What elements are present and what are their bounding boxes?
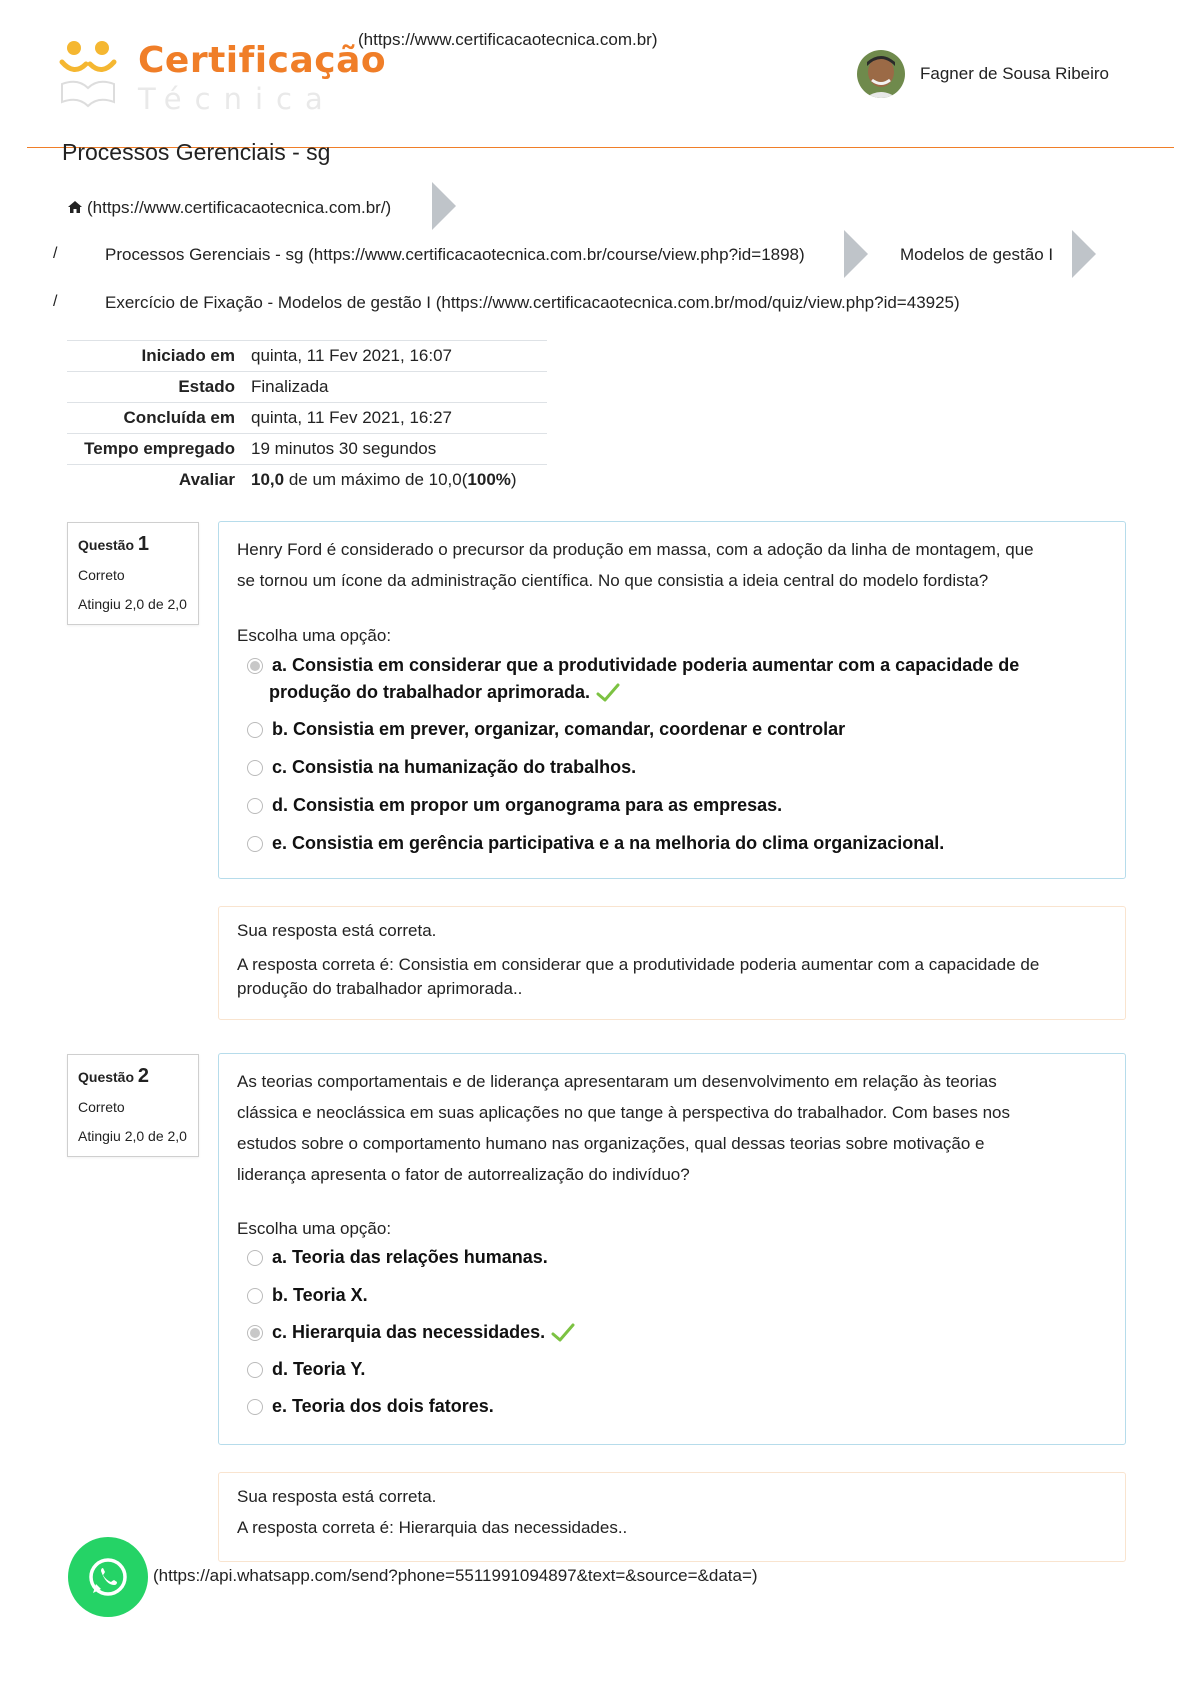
summary-label: Concluída em: [67, 403, 243, 434]
summary-label: Estado: [67, 372, 243, 403]
radio-button[interactable]: [247, 658, 263, 674]
question-number: [78, 533, 198, 556]
site-url-link[interactable]: (https://www.certificacaotecnica.com.br): [358, 30, 658, 49]
summary-value: quinta, 11 Fev 2021, 16:27: [243, 403, 547, 434]
breadcrumb-separator: /: [53, 293, 58, 310]
attempt-summary-table: [67, 340, 547, 495]
grade-text: de um máximo de 10,0(: [284, 470, 468, 489]
question-text-line: se tornou um ícone da administração científica. No que consistia a ideia central do modelo fordista?: [237, 571, 989, 590]
summary-row: [67, 465, 547, 496]
option-label: a. Teoria das relações humanas.: [272, 1247, 548, 1267]
logo-graphic: [58, 38, 136, 110]
option-label: b. Consistia em prever, organizar, comandar, coordenar e controlar: [272, 719, 846, 739]
choose-prompt: Escolha uma opção:: [237, 1219, 392, 1238]
radio-button[interactable]: [247, 1288, 263, 1304]
question-text-line: clássica e neoclássica em suas aplicações no que tange à perspectiva do trabalhador. Com bases nos: [237, 1103, 1011, 1122]
summary-row: [67, 372, 547, 403]
question-grade: Atingiu 2,0 de 2,0: [78, 596, 187, 612]
option-text-line: produção do trabalhador aprimorada.: [269, 682, 591, 702]
summary-label: Avaliar: [67, 465, 243, 496]
option-text-line: a. Consistia em considerar que a produtividade poderia aumentar com a capacidade de: [272, 655, 1020, 675]
breadcrumb-separator: /: [53, 245, 58, 262]
feedback-box-2: [218, 1472, 1126, 1562]
feedback-answer: [237, 953, 1039, 1001]
question-info-1: [67, 522, 199, 625]
home-url: (https://www.certificacaotecnica.com.br/): [87, 198, 392, 217]
radio-button[interactable]: [247, 836, 263, 852]
feedback-line: A resposta correta é: Hierarquia das necessidades..: [237, 1518, 628, 1537]
grade-score: 10,0: [251, 470, 285, 489]
breadcrumb-arrow: [844, 230, 868, 278]
whatsapp-icon: [68, 1537, 148, 1617]
summary-value: quinta, 11 Fev 2021, 16:07: [243, 341, 547, 372]
question-state: Correto: [78, 1099, 125, 1115]
logo-wordmark: Certificação: [138, 40, 387, 81]
option-label: e. Consistia em gerência participativa e a na melhoria do clima organizacional.: [272, 833, 945, 853]
grade-percent: 100%: [467, 470, 511, 489]
feedback-line: produção do trabalhador aprimorada..: [237, 979, 523, 998]
breadcrumb-home[interactable]: [67, 198, 391, 218]
breadcrumb-course-link[interactable]: Processos Gerenciais - sg (https://www.certificacaotecnica.com.br/course/view.php?id=1898): [105, 245, 805, 264]
check-icon: [596, 683, 620, 703]
summary-value: Finalizada: [243, 372, 547, 403]
radio-button[interactable]: [247, 722, 263, 738]
question-grade: Atingiu 2,0 de 2,0: [78, 1128, 187, 1144]
question-label: Questão: [78, 537, 135, 553]
question-number-value: 1: [137, 533, 150, 555]
option-label: e. Teoria dos dois fatores.: [272, 1396, 494, 1416]
question-info-2: [67, 1054, 199, 1157]
question-content-2: [218, 1053, 1126, 1445]
breadcrumb-arrow: [432, 182, 456, 230]
avatar[interactable]: [857, 50, 905, 98]
user-name[interactable]: Fagner de Sousa Ribeiro: [920, 64, 1110, 83]
question-text: [237, 1066, 1010, 1190]
user-avatar-image: [857, 50, 905, 98]
question-state: Correto: [78, 567, 125, 583]
summary-row: [67, 434, 547, 465]
feedback-title: Sua resposta está correta.: [237, 921, 437, 940]
page-title: Processos Gerenciais - sg: [62, 139, 331, 165]
question-text: [237, 534, 1034, 596]
radio-button[interactable]: [247, 760, 263, 776]
whatsapp-button[interactable]: [68, 1537, 148, 1617]
option-label: [269, 652, 1020, 706]
radio-button[interactable]: [247, 1250, 263, 1266]
question-number: [78, 1065, 198, 1088]
choose-prompt: Escolha uma opção:: [237, 626, 392, 645]
summary-row: [67, 403, 547, 434]
radio-button[interactable]: [247, 1399, 263, 1415]
option-label: d. Teoria Y.: [272, 1359, 366, 1379]
option-label: [272, 1319, 575, 1346]
question-text-line: Henry Ford é considerado o precursor da produção em massa, com a adoção da linha de montagem, que: [237, 540, 1034, 559]
home-icon: [67, 200, 83, 214]
question-text-line: liderança apresenta o fator de autorrealização do indivíduo?: [237, 1165, 690, 1184]
feedback-title: Sua resposta está correta.: [237, 1487, 437, 1506]
breadcrumb-quiz-link[interactable]: Exercício de Fixação - Modelos de gestão I (https://www.certificacaotecnica.com.br/mod/quiz/view.php?id=43925): [105, 293, 960, 312]
summary-value: 19 minutos 30 segundos: [243, 434, 547, 465]
check-icon: [551, 1323, 575, 1343]
site-logo[interactable]: [58, 38, 387, 116]
breadcrumb-section[interactable]: Modelos de gestão I: [900, 245, 1054, 264]
feedback-box-1: [218, 906, 1126, 1020]
radio-button[interactable]: [247, 1362, 263, 1378]
logo-subtitle: Técnica: [138, 82, 336, 116]
summary-label: Iniciado em: [67, 341, 243, 372]
grade-end: ): [510, 470, 517, 489]
summary-label: Tempo empregado: [67, 434, 243, 465]
option-label: d. Consistia em propor um organograma para as empresas.: [272, 795, 783, 815]
option-label: c. Consistia na humanização do trabalhos.: [272, 757, 637, 777]
question-content-1: [218, 521, 1126, 879]
option-label: b. Teoria X.: [272, 1285, 368, 1305]
radio-button[interactable]: [247, 1325, 263, 1341]
feedback-line: A resposta correta é: Consistia em considerar que a produtividade poderia aumentar com a capacidade de: [237, 955, 1040, 974]
summary-grade: [243, 465, 547, 496]
breadcrumb-arrow: [1072, 230, 1096, 278]
question-text-line: estudos sobre o comportamento humano nas organizações, qual dessas teorias sobre motivação e: [237, 1134, 985, 1153]
question-text-line: As teorias comportamentais e de liderança apresentaram um desenvolvimento em relação às teorias: [237, 1072, 997, 1091]
option-text-line: c. Hierarquia das necessidades.: [272, 1322, 546, 1342]
summary-row: [67, 341, 547, 372]
question-label: Questão: [78, 1069, 135, 1085]
question-number-value: 2: [137, 1065, 150, 1087]
whatsapp-url[interactable]: (https://api.whatsapp.com/send?phone=5511991094897&text=&source=&data=): [153, 1566, 758, 1585]
feedback-answer: [237, 1516, 627, 1540]
radio-button[interactable]: [247, 798, 263, 814]
